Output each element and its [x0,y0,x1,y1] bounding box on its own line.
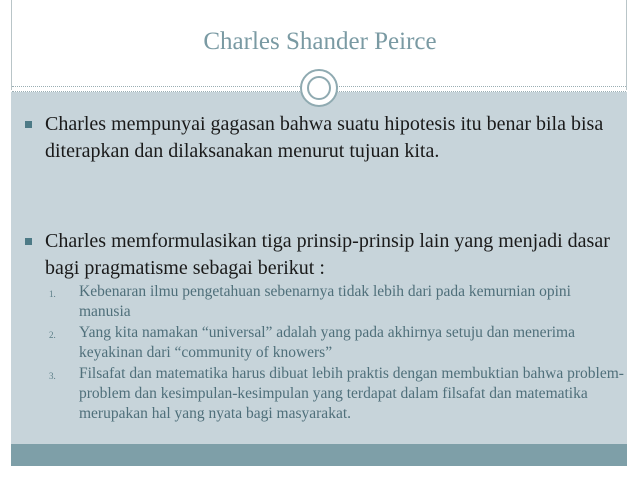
bullet-item [25,228,615,282]
slide-footer-bar [11,444,627,466]
numbered-item-text: Filsafat dan matematika harus dibuat lebih praktis dengan membuktian bahwa problem-problem dan kesimpulan-kesimpulan yang terdapat dalam filsafat dan matematika merupakan hal yang nyata bagi masyarakat. [79,365,624,422]
bullet-item [25,111,615,165]
circle-ornament-icon [300,69,338,107]
numbered-item [49,323,624,363]
item-number: 2. [49,330,56,340]
numbered-item [49,364,624,424]
bullet-text: Charles memformulasikan tiga prinsip-prinsip lain yang menjadi dasar bagi pragmatisme sebagai berikut : [45,230,610,279]
circle-ornament-inner [307,76,331,100]
square-bullet-icon [25,238,32,245]
slide-title: Charles Shander Peirce [203,28,437,55]
bullet-text: Charles mempunyai gagasan bahwa suatu hipotesis itu benar bila bisa diterapkan dan dilaksanakan menurut tujuan kita. [45,113,604,162]
square-bullet-icon [25,121,32,128]
numbered-item-text: Kebenaran ilmu pengetahuan sebenarnya tidak lebih dari pada kemurnian opini manusia [79,283,571,320]
numbered-item-text: Yang kita namakan “universal” adalah yang pada akhirnya setuju dan menerima keyakinan dari “community of knowers” [79,324,575,361]
item-number: 1. [49,289,56,299]
slide-content [11,92,627,444]
numbered-item [49,282,624,322]
item-number: 3. [49,371,56,381]
